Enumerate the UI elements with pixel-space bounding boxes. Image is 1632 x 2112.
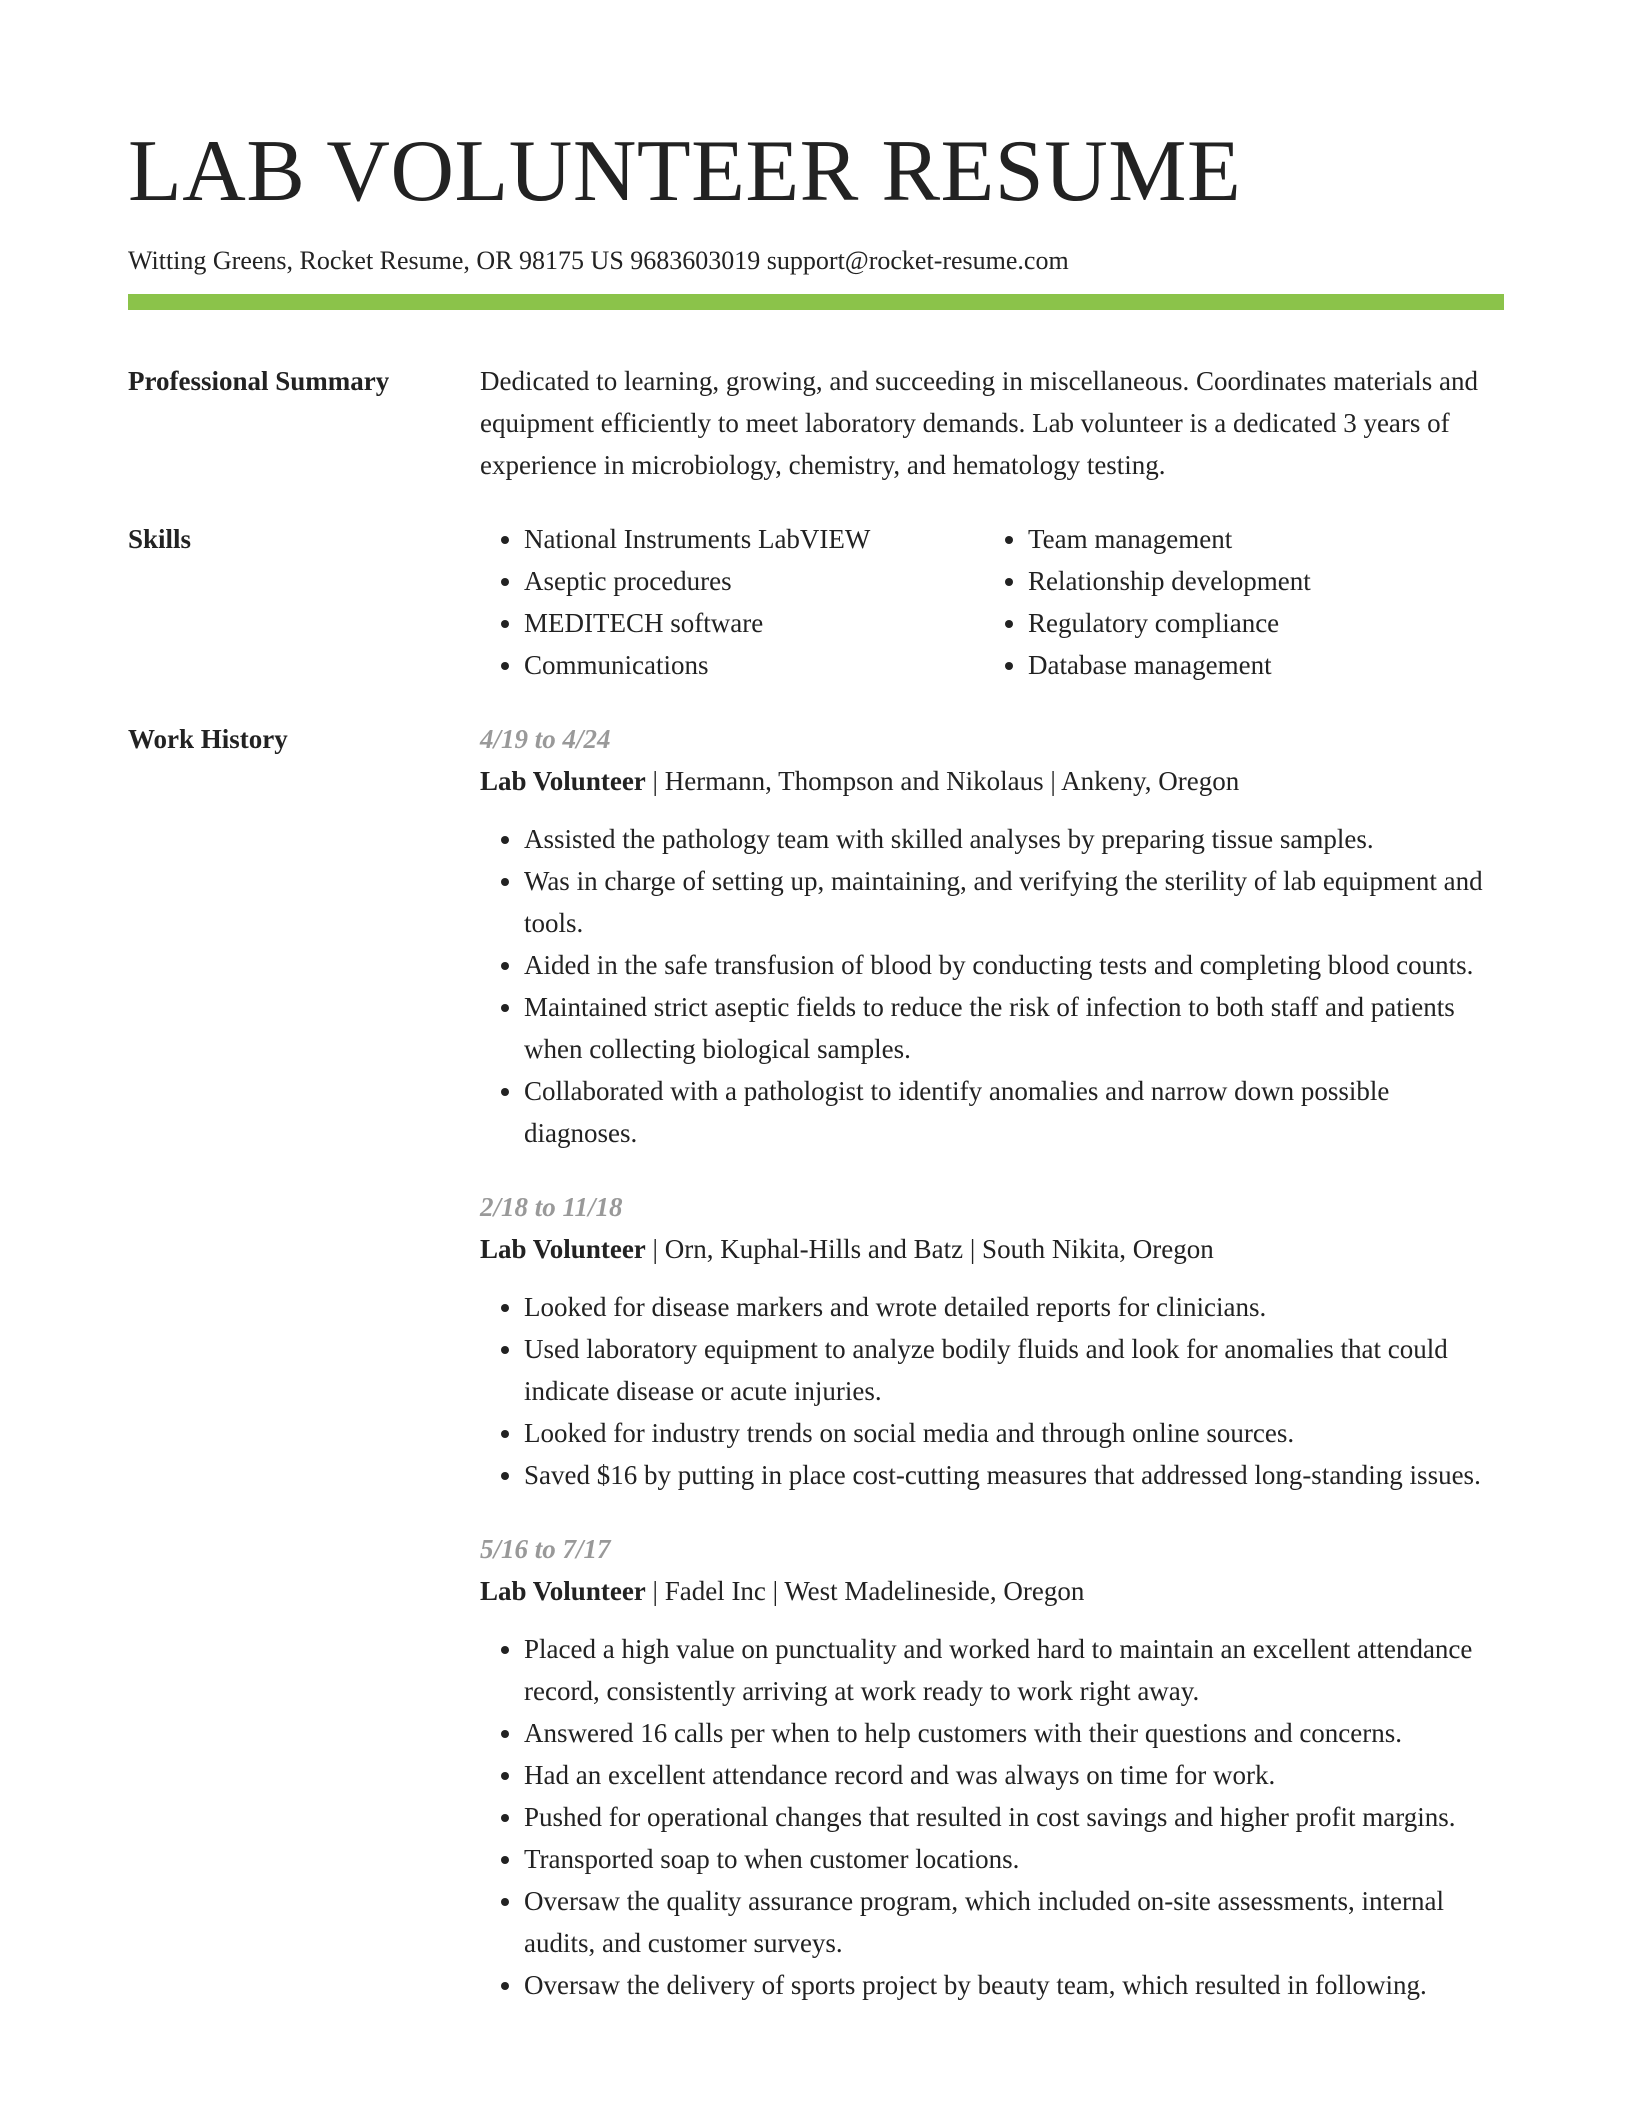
skill-item: • Relationship development	[1028, 560, 1488, 602]
job-header	[480, 1228, 1504, 1270]
job-entry	[480, 1186, 1504, 1496]
job-bullet: • Oversaw the quality assurance program, which included on-site assessments, internal audits, and customer surveys.	[524, 1880, 1504, 1964]
job-bullet-list	[480, 818, 1504, 1154]
job-bullet: • Saved $16 by putting in place cost-cutting measures that addressed long-standing issues.	[524, 1454, 1504, 1496]
job-bullet-list	[480, 1628, 1504, 2006]
job-dates: 4/19 to 4/24	[480, 724, 611, 754]
job-bullet: • Aided in the safe transfusion of blood by conducting tests and completing blood counts.	[524, 944, 1504, 986]
job-bullet: • Answered 16 calls per when to help customers with their questions and concerns.	[524, 1712, 1504, 1754]
job-bullet: • Looked for industry trends on social media and through online sources.	[524, 1412, 1504, 1454]
skills-section	[128, 518, 1504, 686]
job-bullet: • Assisted the pathology team with skilled analyses by preparing tissue samples.	[524, 818, 1504, 860]
section-label-work-history: Work History	[128, 724, 288, 754]
section-label-summary: Professional Summary	[128, 366, 390, 396]
job-bullet: • Looked for disease markers and wrote detailed reports for clinicians.	[524, 1286, 1504, 1328]
job-bullet: • Transported soap to when customer locations.	[524, 1838, 1504, 1880]
resume-page	[128, 0, 1504, 2006]
skill-item: • Aseptic procedures	[524, 560, 984, 602]
skill-item: • Communications	[524, 644, 984, 686]
section-label-skills: Skills	[128, 524, 192, 554]
job-dates: 2/18 to 11/18	[480, 1192, 623, 1222]
header-divider	[128, 294, 1504, 310]
job-separator: |	[645, 1234, 665, 1264]
job-bullet: • Placed a high value on punctuality and worked hard to maintain an excellent attendance record, consistently arriving at work ready to work right away.	[524, 1628, 1504, 1712]
job-location: Ankeny, Oregon	[1061, 766, 1240, 796]
job-company: Orn, Kuphal-Hills and Batz	[664, 1234, 964, 1264]
skill-item: • MEDITECH software	[524, 602, 984, 644]
job-header	[480, 1570, 1504, 1612]
job-location: West Madelineside, Oregon	[784, 1576, 1085, 1606]
summary-section	[128, 360, 1504, 486]
job-title: Lab Volunteer	[480, 1576, 646, 1606]
skills-list-left	[480, 518, 984, 686]
job-bullet: • Oversaw the delivery of sports project by beauty team, which resulted in following.	[524, 1964, 1504, 2006]
job-separator: |	[963, 1234, 983, 1264]
job-separator: |	[645, 766, 665, 796]
skills-list-right	[984, 518, 1488, 686]
work-history-section	[128, 718, 1504, 2006]
job-bullet-list	[480, 1286, 1504, 1496]
job-title: Lab Volunteer	[480, 1234, 646, 1264]
contact-line: Witting Greens, Rocket Resume, OR 98175 US 9683603019 support@rocket-resume.com	[128, 246, 1069, 275]
job-bullet: • Collaborated with a pathologist to identify anomalies and narrow down possible diagnoses.	[524, 1070, 1504, 1154]
job-title: Lab Volunteer	[480, 766, 646, 796]
job-bullet: • Pushed for operational changes that resulted in cost savings and higher profit margins.	[524, 1796, 1504, 1838]
job-bullet: • Had an excellent attendance record and was always on time for work.	[524, 1754, 1504, 1796]
skill-item: • National Instruments LabVIEW	[524, 518, 984, 560]
job-entry	[480, 718, 1504, 1154]
job-company: Fadel Inc	[664, 1576, 766, 1606]
resume-title: LAB VOLUNTEER RESUME	[128, 123, 1242, 220]
job-separator: |	[1043, 766, 1062, 796]
summary-text: Dedicated to learning, growing, and succeeding in miscellaneous. Coordinates materials and equipment efficiently to meet laboratory demands. Lab volunteer is a dedicated 3 years of experience in microbiology, chemistry, and hematology testing.	[480, 366, 1478, 480]
work-history-entries	[480, 718, 1504, 2006]
skill-item: • Regulatory compliance	[1028, 602, 1488, 644]
job-bullet: • Was in charge of setting up, maintaining, and verifying the sterility of lab equipment and tools.	[524, 860, 1504, 944]
job-location: South Nikita, Oregon	[982, 1234, 1214, 1264]
job-bullet: • Used laboratory equipment to analyze bodily fluids and look for anomalies that could indicate disease or acute injuries.	[524, 1328, 1504, 1412]
skills-grid	[480, 518, 1504, 686]
skill-item: • Database management	[1028, 644, 1488, 686]
job-dates: 5/16 to 7/17	[480, 1534, 611, 1564]
job-entry	[480, 1528, 1504, 2006]
job-bullet: • Maintained strict aseptic fields to reduce the risk of infection to both staff and patients when collecting biological samples.	[524, 986, 1504, 1070]
skill-item: • Team management	[1028, 518, 1488, 560]
job-separator: |	[645, 1576, 665, 1606]
job-header	[480, 760, 1504, 802]
job-company: Hermann, Thompson and Nikolaus	[664, 766, 1044, 796]
job-separator: |	[765, 1576, 785, 1606]
